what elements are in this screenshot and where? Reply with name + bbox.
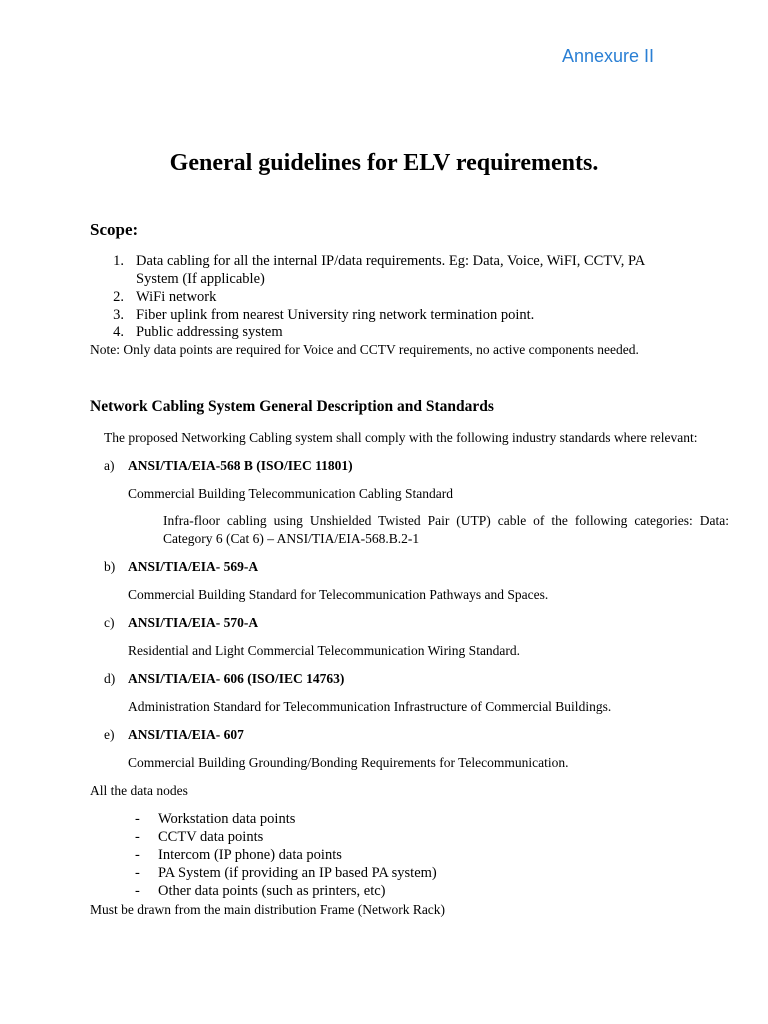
bullet-dash: - — [135, 829, 140, 845]
scope-note: Note: Only data points are required for Voice and CCTV requirements, no active components needed. — [90, 342, 639, 357]
standard-letter: d) — [104, 671, 116, 686]
standard-letter: e) — [104, 727, 115, 742]
scope-item-text: WiFi network — [136, 289, 217, 305]
network-section-heading: Network Cabling System General Description and Standards — [90, 398, 494, 415]
scope-item-text: Fiber uplink from nearest University ring network termination point. — [136, 307, 535, 323]
standard-description: Administration Standard for Telecommunication Infrastructure of Commercial Buildings. — [128, 699, 612, 714]
standard-description: Commercial Building Telecommunication Cabling Standard — [128, 486, 453, 501]
scope-item-text: Data cabling for all the internal IP/data requirements. Eg: Data, Voice, WiFI, CCTV, PA — [136, 253, 646, 269]
data-node-item: CCTV data points — [158, 829, 264, 845]
standard-description: Commercial Building Standard for Telecommunication Pathways and Spaces. — [128, 587, 549, 602]
standard-letter: c) — [104, 615, 115, 630]
standard-title: ANSI/TIA/EIA- 569-A — [128, 559, 259, 574]
data-node-item: Workstation data points — [158, 811, 296, 827]
standard-description: Commercial Building Grounding/Bonding Requirements for Telecommunication. — [128, 755, 569, 770]
data-node-item: Other data points (such as printers, etc) — [158, 883, 386, 899]
standard-detail: Infra-floor cabling using Unshielded Twisted Pair (UTP) cable of the following categories: Data: Category 6 (Cat 6) – ANSI/TIA/EIA-568.B.2-1 — [163, 513, 729, 546]
data-nodes-intro: All the data nodes — [90, 783, 188, 798]
network-intro: The proposed Networking Cabling system shall comply with the following industry standards where relevant: — [104, 430, 698, 445]
scope-heading: Scope: — [90, 220, 139, 239]
standard-title: ANSI/TIA/EIA- 606 (ISO/IEC 14763) — [128, 671, 345, 686]
bullet-dash: - — [135, 883, 140, 899]
scope-item-number: 2. — [113, 289, 124, 305]
annexure-label: Annexure II — [562, 46, 655, 66]
document-title: General guidelines for ELV requirements. — [169, 150, 599, 176]
standard-title: ANSI/TIA/EIA- 607 — [128, 727, 244, 742]
closing-statement: Must be drawn from the main distribution Frame (Network Rack) — [90, 902, 446, 917]
standard-letter: b) — [104, 559, 116, 574]
bullet-dash: - — [135, 847, 140, 863]
standard-letter: a) — [104, 458, 115, 473]
scope-item-text: Public addressing system — [136, 324, 283, 340]
standard-title: ANSI/TIA/EIA- 570-A — [128, 615, 259, 630]
data-node-item: PA System (if providing an IP based PA system) — [158, 865, 437, 881]
scope-item-number: 1. — [113, 253, 124, 269]
data-node-item: Intercom (IP phone) data points — [158, 847, 342, 863]
scope-item-text-continued: System (If applicable) — [136, 271, 265, 287]
bullet-dash: - — [135, 865, 140, 881]
bullet-dash: - — [135, 811, 140, 827]
scope-item-number: 3. — [113, 307, 124, 323]
standard-description: Residential and Light Commercial Telecommunication Wiring Standard. — [128, 643, 521, 658]
standard-title: ANSI/TIA/EIA-568 B (ISO/IEC 11801) — [128, 458, 353, 473]
scope-item-number: 4. — [113, 324, 124, 340]
